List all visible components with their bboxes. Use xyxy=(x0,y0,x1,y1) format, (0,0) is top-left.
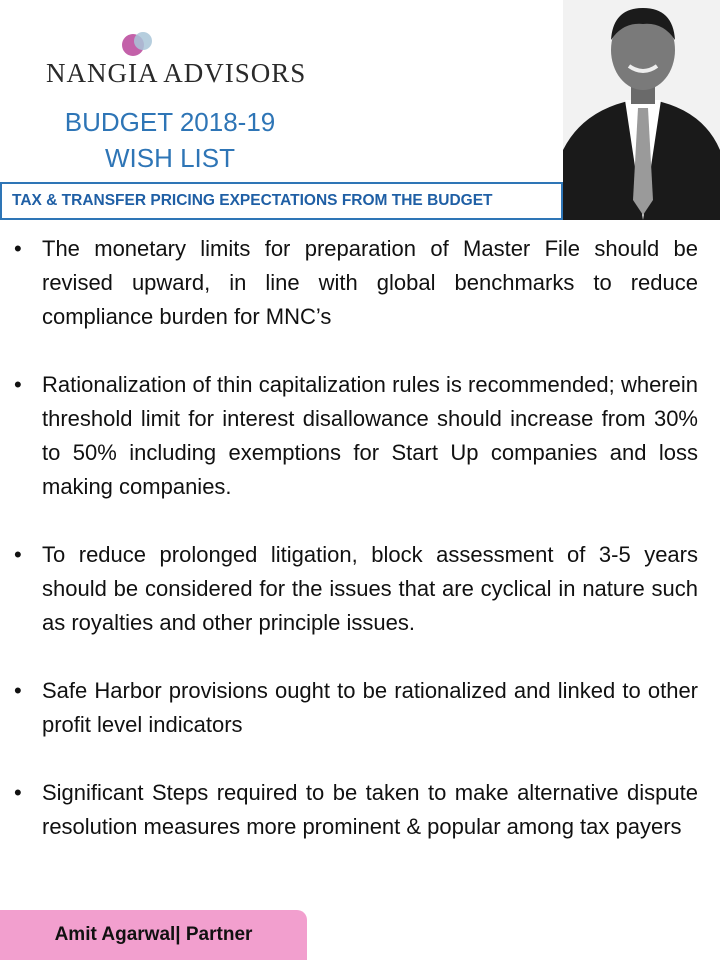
bullet-icon: • xyxy=(14,678,22,703)
nangia-advisors-logo xyxy=(44,28,307,88)
list-item xyxy=(14,232,698,334)
bullet-icon: • xyxy=(14,236,22,261)
bullet-icon: • xyxy=(14,780,22,805)
list-item-text: Rationalization of thin capitalization rules is recommended; wherein threshold limit for interest disallowance should increase from 30% to 50% including exemptions for Start Up companies and loss making companies. xyxy=(42,372,698,499)
page-title-line-2: WISH LIST xyxy=(104,143,235,173)
list-item xyxy=(14,776,698,844)
logo-circles-icon xyxy=(122,32,162,60)
list-item-text: Significant Steps required to be taken to make alternative dispute resolution measures more prominent & popular among tax payers xyxy=(42,780,698,839)
list-item xyxy=(14,368,698,504)
logo-wordmark: NANGIA ADVISORS xyxy=(46,58,307,88)
partner-photo xyxy=(563,0,720,220)
wish-list xyxy=(14,232,698,878)
list-item xyxy=(14,674,698,742)
author-label: Amit Agarwal| Partner xyxy=(0,910,307,960)
list-item-text: To reduce prolonged litigation, block assessment of 3-5 years should be considered for the issues that are cyclical in nature such as royalties and other principle issues. xyxy=(42,542,698,635)
list-item-text: The monetary limits for preparation of Master File should be revised upward, in line with global benchmarks to reduce compliance burden for MNC’s xyxy=(42,236,698,329)
section-banner-text: TAX & TRANSFER PRICING EXPECTATIONS FROM THE BUDGET xyxy=(0,182,563,220)
bullet-icon: • xyxy=(14,372,22,397)
list-item xyxy=(14,538,698,640)
bullet-icon: • xyxy=(14,542,22,567)
list-item-text: Safe Harbor provisions ought to be rationalized and linked to other profit level indicators xyxy=(42,678,698,737)
page-title-line-1: BUDGET 2018-19 xyxy=(64,107,276,137)
